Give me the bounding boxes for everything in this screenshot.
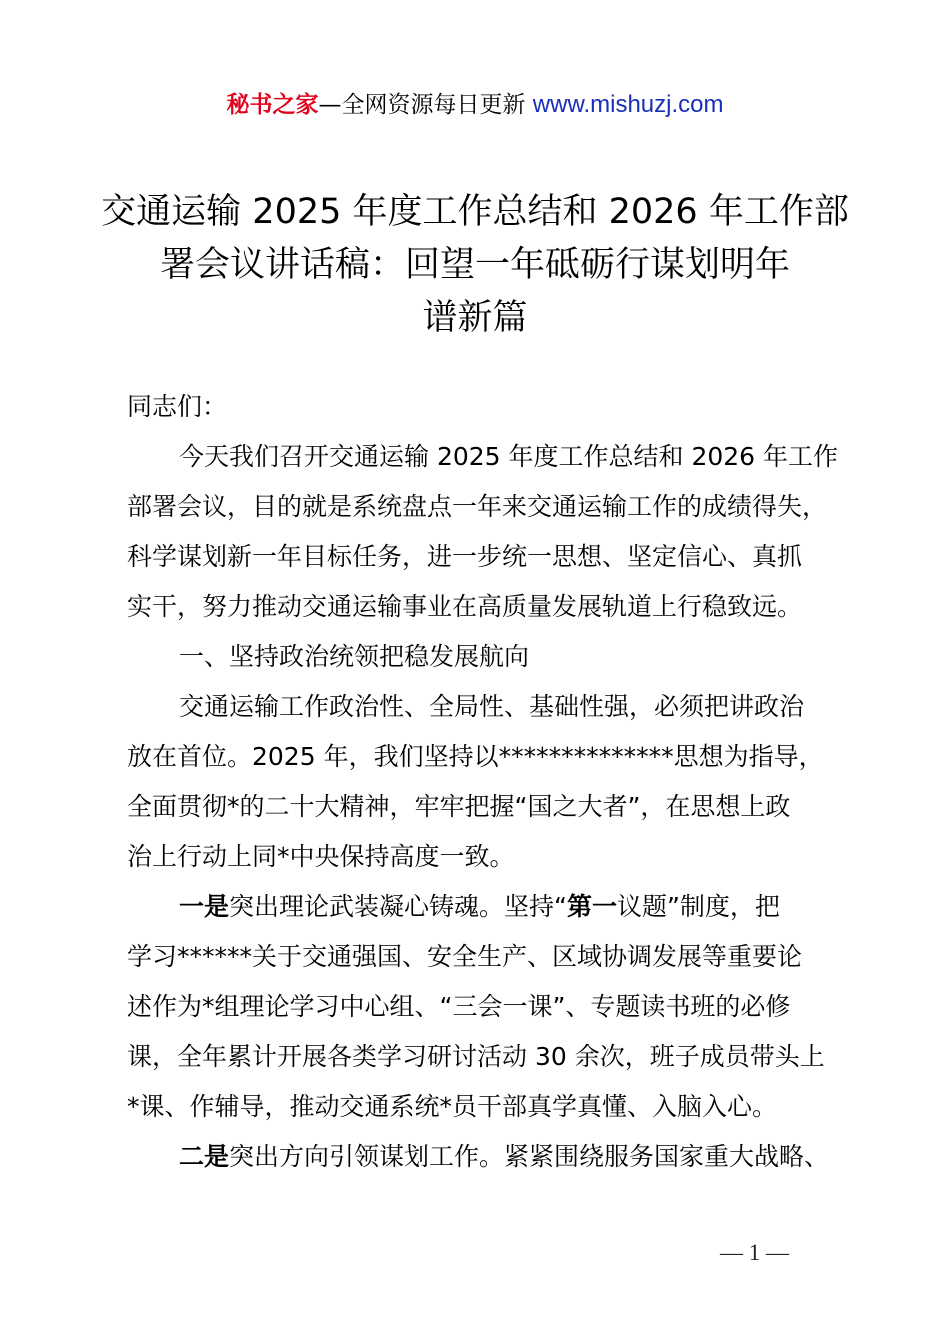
- point-2-text: 突出方向引领谋划工作。紧紧围绕服务国家重大战略、: [229, 1142, 830, 1171]
- section-heading: [127, 632, 842, 682]
- point-1-lead: 一是: [179, 892, 230, 921]
- page-number: — 1 —: [720, 1240, 789, 1265]
- paragraph-line: [127, 1132, 842, 1182]
- intro-paragraph: [127, 432, 842, 632]
- banner-tagline: —全网资源每日更新: [318, 92, 526, 118]
- paragraph-line: 治上行动上同*中央保持高度一致。: [127, 842, 515, 871]
- site-url-link[interactable]: www.mishuzj.com: [532, 91, 724, 118]
- paragraph-line: 全面贯彻*的二十大精神，牢牢把握“国之大者”，在思想上政: [127, 792, 791, 821]
- paragraph-line: 实干，努力推动交通运输事业在高质量发展轨道上行稳致远。: [127, 592, 803, 621]
- paragraph-line: 放在首位。2025 年，我们坚持以**************思想为指导，: [127, 742, 824, 771]
- document-body: [127, 432, 842, 1182]
- paragraph-line: 课，全年累计开展各类学习研讨活动 30 余次，班子成员带头上: [127, 1042, 825, 1071]
- paragraph-line: 学习******关于交通强国、安全生产、区域协调发展等重要论: [127, 942, 803, 971]
- paragraph-line: 部署会议，目的就是系统盘点一年来交通运输工作的成绩得失，: [127, 492, 828, 521]
- section-1-paragraph: [127, 682, 842, 882]
- paragraph-line: 述作为*组理论学习中心组、“三会一课”、专题读书班的必修: [127, 992, 791, 1021]
- title-line-3: 谱新篇: [422, 298, 528, 338]
- point-2-paragraph: [127, 1132, 842, 1182]
- point-1-text-b: 议题”制度，把: [616, 892, 780, 921]
- paragraph-line: 科学谋划新一年目标任务，进一步统一思想、坚定信心、真抓: [127, 542, 803, 571]
- title-line-1: 交通运输 2025 年度工作总结和 2026 年工作部: [101, 192, 849, 232]
- section-1-heading: 一、坚持政治统领把稳发展航向: [179, 642, 530, 671]
- point-1-text-a: 突出理论武装凝心铸魂。坚持“: [229, 892, 567, 921]
- point-1-paragraph: [127, 882, 842, 1132]
- paragraph-line: [127, 882, 842, 932]
- paragraph-line: 交通运输工作政治性、全局性、基础性强，必须把讲政治: [179, 692, 805, 721]
- point-1-bold-word: 第一: [566, 892, 617, 921]
- point-2-lead: 二是: [179, 1142, 230, 1171]
- title-line-2: 署会议讲话稿：回望一年砥砺行谋划明年: [159, 245, 790, 285]
- brand-name: 秘书之家: [226, 92, 319, 118]
- greeting: 同志们：: [127, 392, 228, 421]
- document-title: [90, 186, 860, 345]
- site-banner: [0, 88, 950, 122]
- paragraph-line: *课、作辅导，推动交通系统*员干部真学真懂、入脑入心。: [127, 1092, 778, 1121]
- paragraph-line: 今天我们召开交通运输 2025 年度工作总结和 2026 年工作: [179, 442, 839, 471]
